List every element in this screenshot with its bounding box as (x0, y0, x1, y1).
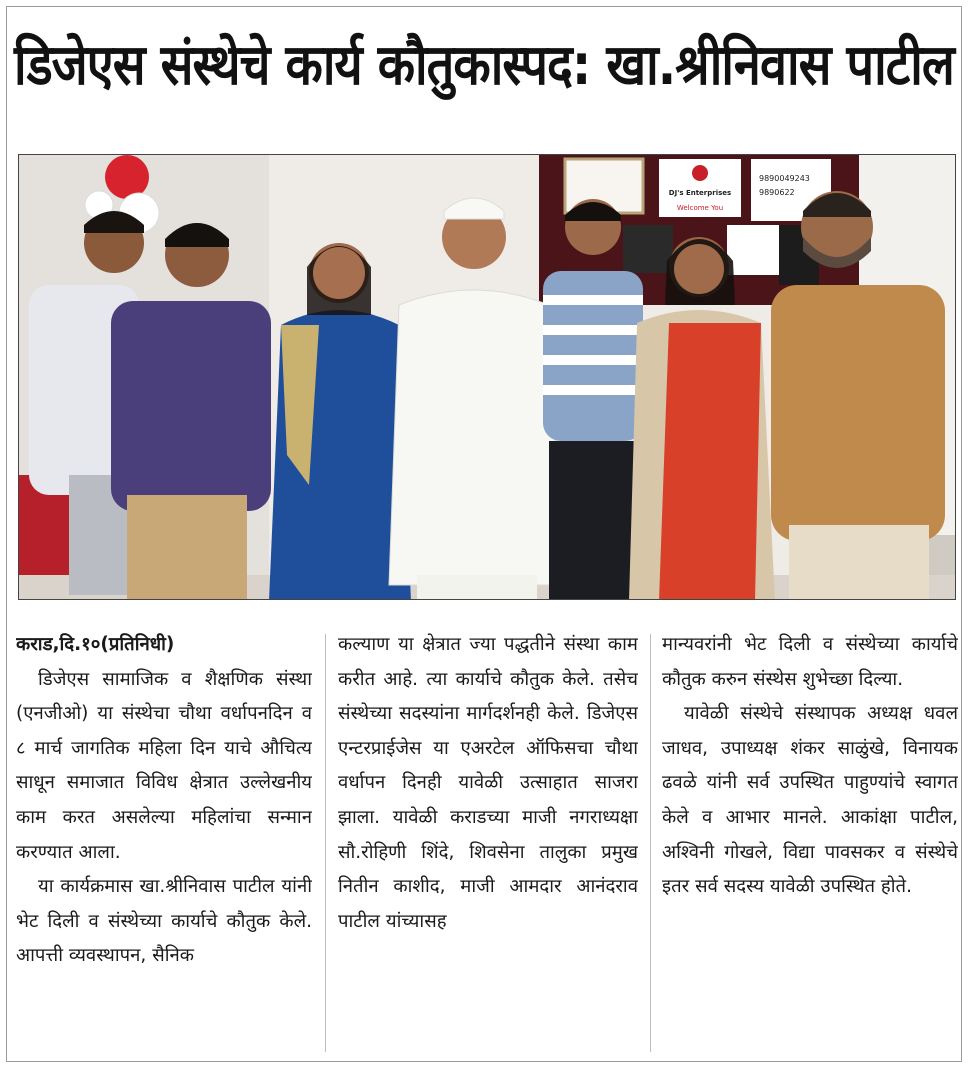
balloon-red (105, 155, 149, 199)
poster-phone-1: 9890049243 (759, 174, 810, 183)
article-column-1 (16, 628, 312, 1058)
dateline: कराड,दि.१०(प्रतिनिधी) (16, 634, 175, 655)
article-body (16, 628, 956, 1058)
column-divider (325, 634, 326, 1052)
poster-brand: DJ's Enterprises (668, 189, 732, 197)
wall-welcome-text: Welcome You (676, 204, 724, 212)
group-photo-illustration (19, 155, 956, 600)
article-column-3 (662, 628, 958, 1058)
article-column-2 (338, 628, 638, 1058)
headline: डिजेएस संस्थेचे कार्य कौतुकास्पद: खा.श्रीनिवास पाटील (14, 33, 954, 99)
article-paragraph: या कार्यक्रमास खा.श्रीनिवास पाटील यांनी भेट दिली व संस्थेच्या कार्याचे कौतुक केले. आपत्ती व्यवस्थापन, सैनिक (16, 876, 312, 967)
column-divider (650, 634, 651, 1052)
article-paragraph: कल्याण या क्षेत्रात ज्या पद्धतीने संस्था काम करीत आहे. त्या कार्याचे कौतुक केले. तसेच संस्थेच्या सदस्यांना मार्गदर्शनही केले. डिजेएस एन्टरप्राईजेस या एअरटेल ऑफिसचा चौथा वर्धापन दिनही यावेळी उत्साहात साजरा झाला. यावेळी कराडच्या माजी नगराध्यक्षा सौ.रोहिणी शिंदे, शिवसेना तालुका प्रमुख नितीन काशीद, माजी आमदार आनंदराव पाटील यांच्यासह (338, 634, 638, 932)
article-paragraph: यावेळी संस्थेचे संस्थापक अध्यक्ष धवल जाधव, उपाध्यक्ष शंकर साळुंखे, विनायक ढवळे यांनी सर्व उपस्थित पाहुण्यांचे स्वागत केले व आभार मानले. आकांक्षा पाटील, अश्विनी गोखले, विद्या पावसकर व संस्थेचे इतर सर्व सदस्य यावेळी उपस्थित होते. (662, 703, 958, 898)
article-paragraph: मान्यवरांनी भेट दिली व संस्थेच्या कार्याचे कौतुक करुन संस्थेस शुभेच्छा दिल्या. (662, 634, 958, 690)
poster-phone-2: 9890622 (759, 188, 795, 197)
group-photo (18, 154, 956, 600)
article-paragraph: डिजेएस सामाजिक व शैक्षणिक संस्था (एनजीओ) या संस्थेचा चौथा वर्धापनदिन व ८ मार्च जागतिक महिला दिन याचे औचित्य साधून समाजात विविध क्षेत्रात उल्लेखनीय काम करत असलेल्या महिलांचा सन्मान करण्यात आला. (16, 668, 312, 863)
